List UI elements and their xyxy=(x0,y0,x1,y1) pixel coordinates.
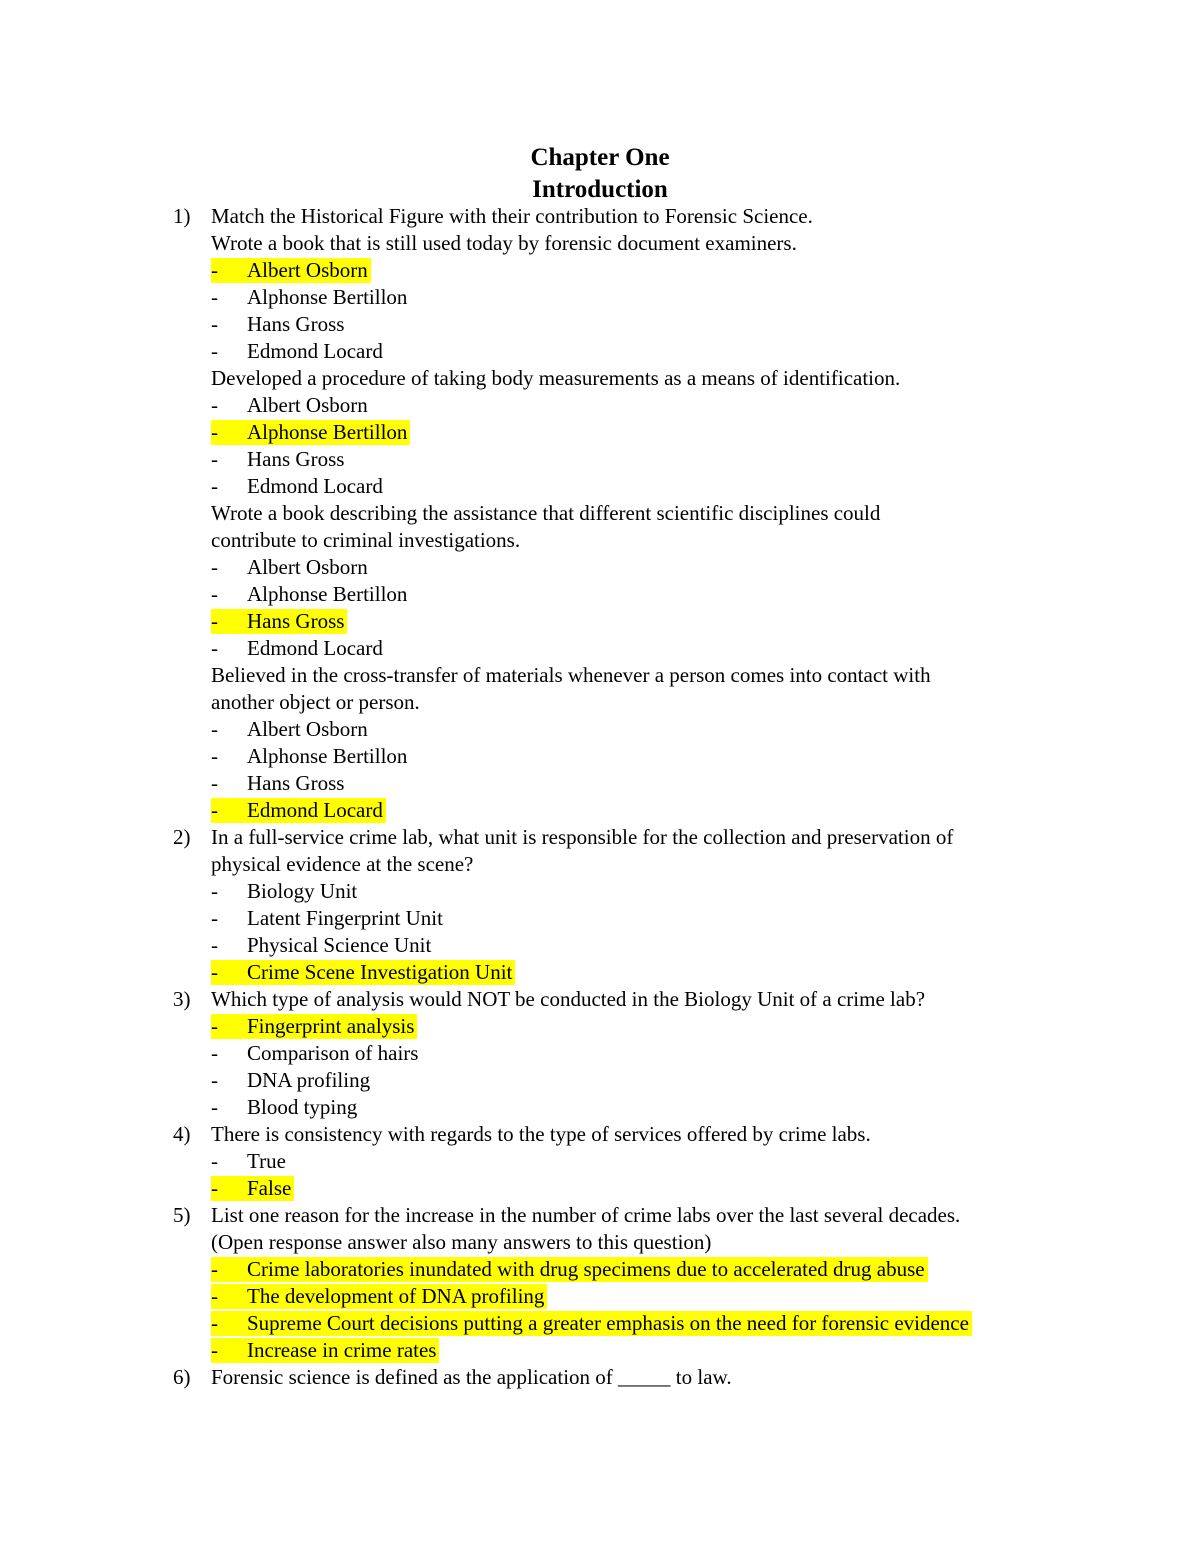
question-text: Match the Historical Figure with their contribution to Forensic Science. xyxy=(211,204,813,228)
dash-bullet: - xyxy=(211,285,218,309)
dash-bullet: - xyxy=(211,1284,218,1308)
prompt-text: contribute to criminal investigations. xyxy=(211,528,521,552)
answer-option xyxy=(173,1067,1123,1094)
question-list xyxy=(173,203,1123,1391)
question-line xyxy=(173,824,1123,851)
option-text: True xyxy=(247,1149,286,1173)
option-text: Blood typing xyxy=(247,1095,358,1119)
question-number: 4) xyxy=(173,1122,191,1146)
answer-option xyxy=(173,473,1123,500)
answer-option-highlighted xyxy=(173,257,1123,284)
option-text: Alphonse Bertillon xyxy=(247,420,408,444)
dash-bullet: - xyxy=(211,258,218,282)
prompt-text: (Open response answer also many answers to this question) xyxy=(211,1230,712,1254)
option-text: Biology Unit xyxy=(247,879,358,903)
dash-bullet: - xyxy=(211,474,218,498)
option xyxy=(211,393,368,418)
option xyxy=(211,285,407,310)
option-text: Alphonse Bertillon xyxy=(247,744,408,768)
prompt-text: physical evidence at the scene? xyxy=(211,852,474,876)
dash-bullet: - xyxy=(211,1257,218,1281)
dash-bullet: - xyxy=(211,609,218,633)
option-text: Alphonse Bertillon xyxy=(247,582,408,606)
answer-option xyxy=(173,1148,1123,1175)
answer-option xyxy=(173,770,1123,797)
dash-bullet: - xyxy=(211,960,218,984)
answer-option xyxy=(173,716,1123,743)
option xyxy=(211,1041,418,1066)
dash-bullet: - xyxy=(211,1041,218,1065)
answer-option xyxy=(173,392,1123,419)
option xyxy=(211,1257,928,1282)
prompt-line xyxy=(173,365,1123,392)
option xyxy=(211,717,368,742)
dash-bullet: - xyxy=(211,1338,218,1362)
prompt-line xyxy=(173,851,1123,878)
dash-bullet: - xyxy=(211,447,218,471)
prompt-line xyxy=(173,1229,1123,1256)
option xyxy=(211,906,443,931)
dash-bullet: - xyxy=(211,393,218,417)
option xyxy=(211,1338,439,1363)
dash-bullet: - xyxy=(211,798,218,822)
answer-option xyxy=(173,932,1123,959)
prompt-line xyxy=(173,527,1123,554)
prompt-line xyxy=(173,500,1123,527)
option xyxy=(211,1284,547,1309)
dash-bullet: - xyxy=(211,312,218,336)
dash-bullet: - xyxy=(211,420,218,444)
option-text: Edmond Locard xyxy=(247,339,383,363)
question-line xyxy=(173,1202,1123,1229)
option-text: Alphonse Bertillon xyxy=(247,285,408,309)
option-text: The development of DNA profiling xyxy=(247,1284,545,1308)
option-text: Albert Osborn xyxy=(247,258,368,282)
answer-option xyxy=(173,284,1123,311)
answer-option-highlighted xyxy=(173,419,1123,446)
question-text: List one reason for the increase in the number of crime labs over the last several decades. xyxy=(211,1203,961,1227)
dash-bullet: - xyxy=(211,1311,218,1335)
option xyxy=(211,1068,370,1093)
answer-option xyxy=(173,581,1123,608)
option xyxy=(211,582,407,607)
dash-bullet: - xyxy=(211,1014,218,1038)
prompt-text: another object or person. xyxy=(211,690,420,714)
option-text: False xyxy=(247,1176,292,1200)
option xyxy=(211,798,386,823)
answer-option xyxy=(173,311,1123,338)
dash-bullet: - xyxy=(211,717,218,741)
option-text: Albert Osborn xyxy=(247,717,368,741)
question-text: There is consistency with regards to the type of services offered by crime labs. xyxy=(211,1122,871,1146)
dash-bullet: - xyxy=(211,339,218,363)
option xyxy=(211,339,383,364)
answer-option xyxy=(173,554,1123,581)
question-number: 6) xyxy=(173,1365,191,1389)
prompt-text: Wrote a book describing the assistance that different scientific disciplines could xyxy=(211,501,881,525)
prompt-line xyxy=(173,689,1123,716)
answer-option xyxy=(173,878,1123,905)
dash-bullet: - xyxy=(211,582,218,606)
answer-option xyxy=(173,635,1123,662)
option-text: Comparison of hairs xyxy=(247,1041,419,1065)
option-text: Albert Osborn xyxy=(247,393,368,417)
answer-option-highlighted xyxy=(173,1256,1123,1283)
answer-option-highlighted xyxy=(173,1337,1123,1364)
option-text: Edmond Locard xyxy=(247,636,383,660)
chapter-title: Chapter One xyxy=(530,144,670,171)
option xyxy=(211,771,344,796)
option-text: Increase in crime rates xyxy=(247,1338,437,1362)
prompt-line xyxy=(173,230,1123,257)
option xyxy=(211,258,371,283)
option-text: Hans Gross xyxy=(247,609,345,633)
prompt-text: Developed a procedure of taking body measurements as a means of identification. xyxy=(211,366,901,390)
option xyxy=(211,1149,286,1174)
dash-bullet: - xyxy=(211,933,218,957)
option-text: Albert Osborn xyxy=(247,555,368,579)
option xyxy=(211,879,357,904)
question-number: 3) xyxy=(173,987,191,1011)
chapter-subtitle: Introduction xyxy=(532,176,668,203)
option xyxy=(211,636,383,661)
option xyxy=(211,1176,294,1201)
dash-bullet: - xyxy=(211,771,218,795)
option-text: Hans Gross xyxy=(247,771,345,795)
question-text: In a full-service crime lab, what unit is responsible for the collection and preservation of xyxy=(211,825,954,849)
option xyxy=(211,447,344,472)
option xyxy=(211,312,344,337)
option xyxy=(211,933,431,958)
option-text: Edmond Locard xyxy=(247,474,383,498)
option xyxy=(211,609,347,634)
question-line xyxy=(173,1364,1123,1391)
prompt-text: Wrote a book that is still used today by forensic document examiners. xyxy=(211,231,797,255)
option xyxy=(211,1311,972,1336)
question-line xyxy=(173,203,1123,230)
answer-option xyxy=(173,905,1123,932)
dash-bullet: - xyxy=(211,636,218,660)
option-text: Physical Science Unit xyxy=(247,933,432,957)
dash-bullet: - xyxy=(211,1095,218,1119)
dash-bullet: - xyxy=(211,906,218,930)
option-text: Hans Gross xyxy=(247,312,345,336)
answer-option xyxy=(173,743,1123,770)
dash-bullet: - xyxy=(211,1149,218,1173)
option-text: Edmond Locard xyxy=(247,798,383,822)
answer-option-highlighted xyxy=(173,1310,1123,1337)
option-text: Supreme Court decisions putting a greater emphasis on the need for forensic evidence xyxy=(247,1311,969,1335)
option xyxy=(211,1014,417,1039)
answer-option-highlighted xyxy=(173,959,1123,986)
option xyxy=(211,1095,357,1120)
answer-option-highlighted xyxy=(173,1013,1123,1040)
prompt-line xyxy=(173,662,1123,689)
question-number: 5) xyxy=(173,1203,191,1227)
question-line xyxy=(173,986,1123,1013)
option-text: Hans Gross xyxy=(247,447,345,471)
option xyxy=(211,960,515,985)
option xyxy=(211,555,368,580)
dash-bullet: - xyxy=(211,744,218,768)
question-text: Forensic science is defined as the application of _____ to law. xyxy=(211,1365,732,1389)
answer-option xyxy=(173,446,1123,473)
dash-bullet: - xyxy=(211,879,218,903)
option-text: DNA profiling xyxy=(247,1068,371,1092)
dash-bullet: - xyxy=(211,1176,218,1200)
answer-option xyxy=(173,1094,1123,1121)
question-number: 1) xyxy=(173,204,191,228)
option-text: Crime laboratories inundated with drug specimens due to accelerated drug abuse xyxy=(247,1257,925,1281)
option xyxy=(211,420,410,445)
dash-bullet: - xyxy=(211,1068,218,1092)
option xyxy=(211,474,383,499)
dash-bullet: - xyxy=(211,555,218,579)
option xyxy=(211,744,407,769)
answer-option xyxy=(173,1040,1123,1067)
question-line xyxy=(173,1121,1123,1148)
question-text: Which type of analysis would NOT be conducted in the Biology Unit of a crime lab? xyxy=(211,987,926,1011)
question-number: 2) xyxy=(173,825,191,849)
option-text: Latent Fingerprint Unit xyxy=(247,906,443,930)
option-text: Crime Scene Investigation Unit xyxy=(247,960,513,984)
answer-option-highlighted xyxy=(173,797,1123,824)
answer-option-highlighted xyxy=(173,1175,1123,1202)
answer-option xyxy=(173,338,1123,365)
answer-option-highlighted xyxy=(173,608,1123,635)
prompt-text: Believed in the cross-transfer of materials whenever a person comes into contact with xyxy=(211,663,931,687)
option-text: Fingerprint analysis xyxy=(247,1014,415,1038)
answer-option-highlighted xyxy=(173,1283,1123,1310)
